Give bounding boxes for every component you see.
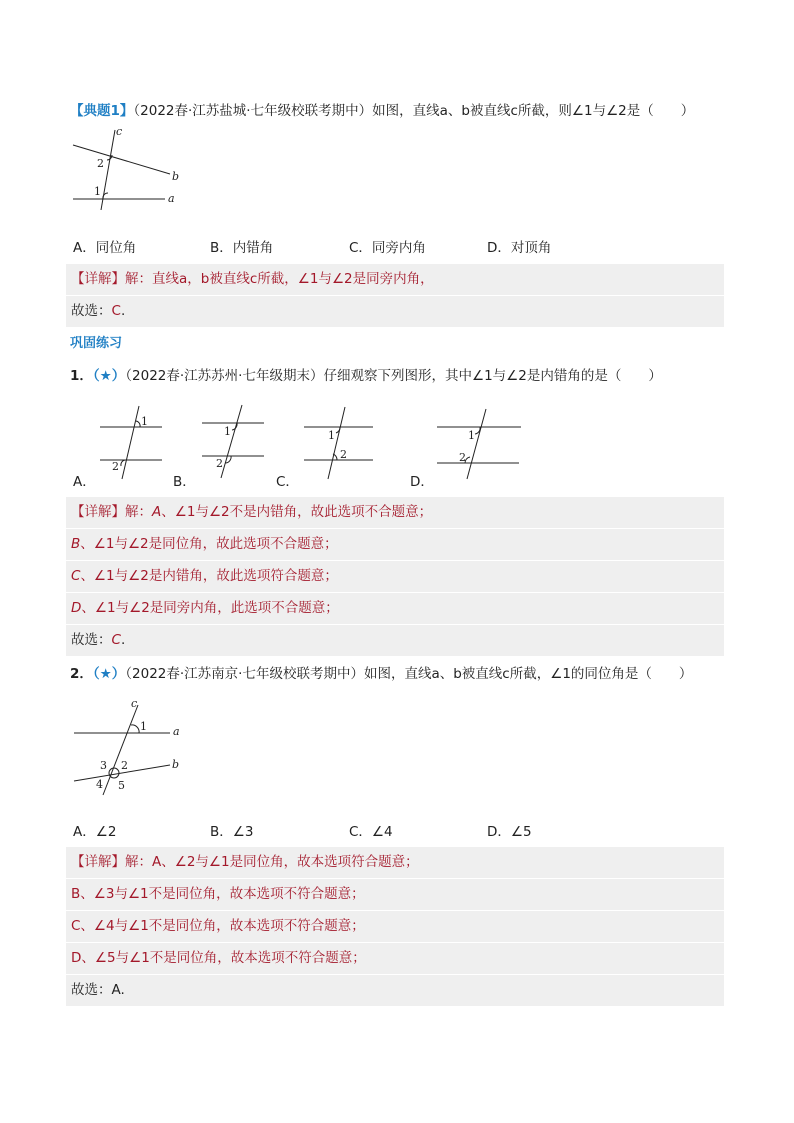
label-c: c <box>131 697 138 710</box>
label-angle-3: 3 <box>100 759 107 772</box>
q1-stem <box>70 366 662 386</box>
label-c: c <box>116 125 123 138</box>
example-option-d: D．对顶角 <box>487 240 552 256</box>
solution-prefix: 【详解】 <box>71 854 125 870</box>
q2-text: 如图，直线a、b被直线c所截，∠1的同位角是（ ） <box>363 666 693 682</box>
label-angle-2: 2 <box>216 457 223 470</box>
q1-figure-a <box>96 403 168 481</box>
option-letter: C <box>71 568 81 584</box>
line-transversal <box>467 409 486 479</box>
q2-solution-row-3: C、∠4与∠1不是同位角，故本选项不符合题意； <box>66 911 724 943</box>
example-solution-line-2 <box>66 296 724 327</box>
label-angle-2: 2 <box>112 460 119 473</box>
q2-solution-row-4: D、∠5与∠1不是同位角，故本选项不符合题意； <box>66 943 724 975</box>
example-stem: 如图，直线a、b被直线c所截，则∠1与∠2是（ ） <box>372 103 695 119</box>
q1-figure-letter-a: A． <box>73 474 96 490</box>
q2-number: 2． <box>70 666 93 682</box>
label-angle-2: 2 <box>459 451 466 464</box>
q1-solution-row-1 <box>66 497 724 529</box>
label-b: b <box>172 758 180 771</box>
solution-text: 解：A、∠2与∠1是同位角，故本选项符合题意； <box>125 854 419 870</box>
q2-figure <box>68 697 188 797</box>
option-letter: D <box>71 600 82 616</box>
q1-solution-row-2 <box>66 529 724 561</box>
q2-option-a: A．∠2 <box>73 824 117 840</box>
answer-period: . <box>120 632 126 648</box>
label-angle-5: 5 <box>118 779 125 792</box>
solution-text: 、∠1与∠2不是内错角，故此选项不合题意； <box>161 504 433 520</box>
example-question-stem <box>70 101 694 121</box>
example-option-c: C．同旁内角 <box>349 240 426 256</box>
line-transversal <box>122 406 139 479</box>
option-letter: A <box>152 504 162 520</box>
label-angle-2: 2 <box>340 448 347 461</box>
q2-solution-row-2: B、∠3与∠1不是同位角，故本选项不符合题意； <box>66 879 724 911</box>
solution-start: 解： <box>125 504 152 520</box>
angle-arcs <box>109 768 119 778</box>
line-transversal <box>328 407 345 479</box>
q1-figure-letter-d: D． <box>410 474 434 490</box>
q1-star: （★） <box>92 368 126 384</box>
q1-text: 仔细观察下列图形，其中∠1与∠2是内错角的是（ ） <box>323 368 662 384</box>
example-figure <box>68 124 188 210</box>
q2-solution-box <box>66 847 724 1006</box>
q2-option-b: B．∠3 <box>210 824 254 840</box>
solution-prefix: 【详解】 <box>71 271 125 287</box>
label-angle-2: 2 <box>121 759 128 772</box>
label-a: a <box>173 725 180 738</box>
answer-letter: C <box>111 303 121 319</box>
label-angle-1: 1 <box>328 429 335 442</box>
answer-period: . <box>120 303 126 319</box>
q2-stem <box>70 664 692 684</box>
angle-2-arc <box>121 460 125 466</box>
q1-source: （2022春·江苏苏州·七年级期末） <box>125 368 324 384</box>
line-transversal <box>221 405 242 478</box>
label-angle-1: 1 <box>141 415 148 428</box>
label-angle-1: 1 <box>140 720 147 733</box>
example-tag: 【典题1】 <box>70 103 134 119</box>
q1-figure-d <box>433 403 525 481</box>
q1-solution-row-3 <box>66 561 724 593</box>
q1-figure-letter-b: B． <box>173 474 196 490</box>
example-solution-box <box>66 264 724 327</box>
label-b: b <box>172 170 180 183</box>
q1-figure-letter-c: C． <box>276 474 299 490</box>
label-angle-1: 1 <box>468 429 475 442</box>
line-b <box>73 145 170 174</box>
q2-solution-row-5: 故选：A. <box>71 982 125 998</box>
q1-solution-row-5 <box>66 625 724 656</box>
solution-text: 、∠1与∠2是同位角，故此选项不合题意； <box>80 536 338 552</box>
solution-text: 、∠1与∠2是同旁内角，此选项不合题意； <box>81 600 339 616</box>
answer-label: 故选： <box>71 303 112 319</box>
angle-1-arc <box>136 421 140 427</box>
label-angle-1: 1 <box>94 185 101 198</box>
label-angle-4: 4 <box>96 778 103 791</box>
q2-solution-row-1 <box>66 847 724 879</box>
example-option-a: A．同位角 <box>73 240 137 256</box>
solution-text: 、∠1与∠2是内错角，故此选项符合题意； <box>80 568 338 584</box>
q1-number: 1． <box>70 368 93 384</box>
q2-star: （★） <box>92 666 126 682</box>
q1-figure-c <box>300 403 378 481</box>
q1-solution-box <box>66 497 724 656</box>
label-angle-2: 2 <box>97 157 104 170</box>
solution-prefix: 【详解】 <box>71 504 125 520</box>
q1-figure-b <box>198 403 270 481</box>
label-angle-1: 1 <box>224 425 231 438</box>
label-a: a <box>168 192 175 205</box>
q2-source: （2022春·江苏南京·七年级校联考期中） <box>125 666 364 682</box>
example-solution-text: 解：直线a，b被直线c所截，∠1与∠2是同旁内角， <box>125 271 434 287</box>
option-letter: B <box>71 536 81 552</box>
q1-solution-row-4 <box>66 593 724 625</box>
answer-letter: C <box>111 632 121 648</box>
example-source: （2022春·江苏盐城·七年级校联考期中） <box>133 103 373 119</box>
answer-label: 故选： <box>71 632 112 648</box>
angle-1-arc <box>131 725 139 733</box>
q2-option-d: D．∠5 <box>487 824 532 840</box>
example-option-b: B．内错角 <box>210 240 274 256</box>
example-solution-line-1 <box>66 264 724 296</box>
section-title: 巩固练习 <box>70 336 123 351</box>
q2-option-c: C．∠4 <box>349 824 393 840</box>
